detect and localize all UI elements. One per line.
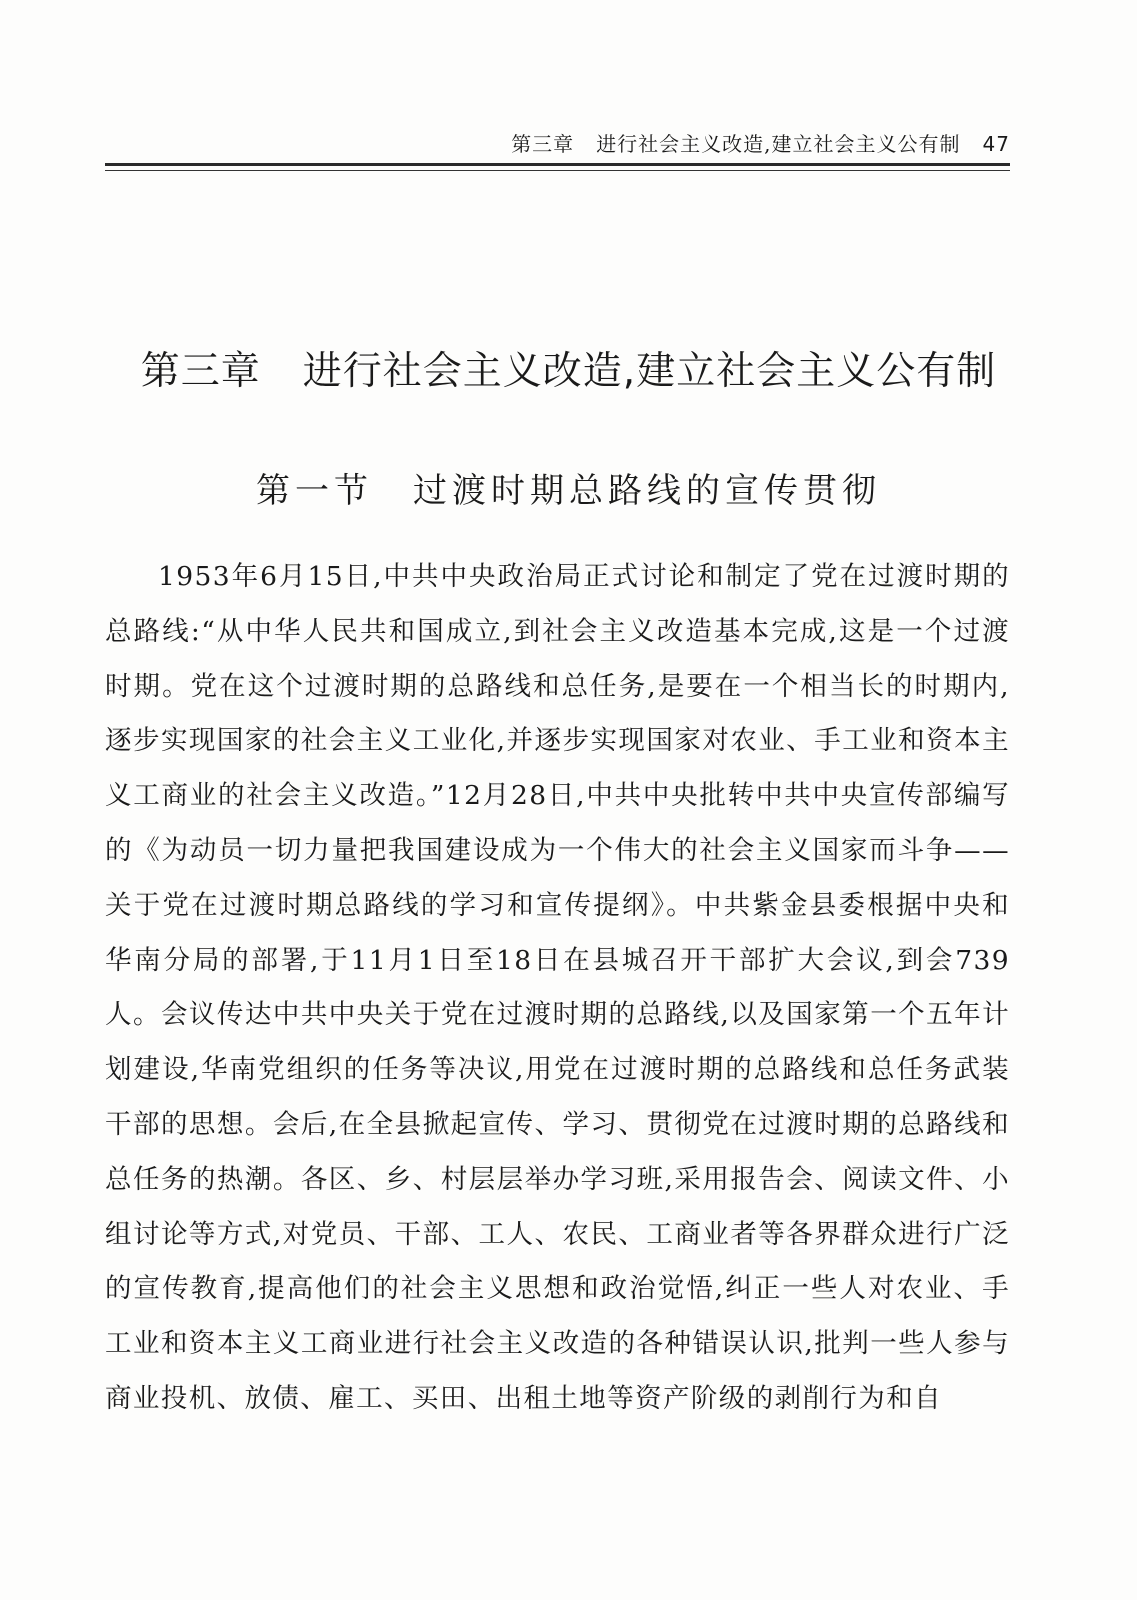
chapter-heading: 进行社会主义改造,建立社会主义公有制: [302, 349, 997, 394]
header-rule-thin: [105, 170, 1010, 171]
section-label: 第一节: [256, 471, 373, 511]
section-title: [0, 463, 1137, 512]
chapter-title: [0, 340, 1137, 396]
header-rule-thick: [105, 163, 1010, 166]
page-number: 47: [982, 132, 1010, 156]
body-paragraph: 1953年6月15日,中共中央政治局正式讨论和制定了党在过渡时期的总路线:“从中华人民共和国成立,到社会主义改造基本完成,这是一个过渡时期。党在这个过渡时期的总路线和总任务,是要在一个相当长的时期内,逐步实现国家的社会主义工业化,并逐步实现国家对农业、手工业和资本主义工商业的社会主义改造。”12月28日,中共中央批转中共中央宣传部编写的《为动员一切力量把我国建设成为一个伟大的社会主义国家而斗争——关于党在过渡时期总路线的学习和宣传提纲》。中共紫金县委根据中央和华南分局的部署,于11月1日至18日在县城召开干部扩大会议,到会739人。会议传达中共中央关于党在过渡时期的总路线,以及国家第一个五年计划建设,华南党组织的任务等决议,用党在过渡时期的总路线和总任务武装干部的思想。会后,在全县掀起宣传、学习、贯彻党在过渡时期的总路线和总任务的热潮。各区、乡、村层层举办学习班,采用报告会、阅读文件、小组讨论等方式,对党员、干部、工人、农民、工商业者等各界群众进行广泛的宣传教育,提高他们的社会主义思想和政治觉悟,纠正一些人对农业、手工业和资本主义工商业进行社会主义改造的各种错误认识,批判一些人参与商业投机、放债、雇工、买田、出租土地等资产阶级的剥削行为和自: [105, 561, 1010, 1414]
running-header-chapter-label: 第三章: [511, 132, 575, 156]
running-header: [105, 128, 1010, 164]
running-header-chapter-title: 进行社会主义改造,建立社会主义公有制: [596, 132, 961, 156]
section-heading: 过渡时期总路线的宣传贯彻: [413, 471, 881, 511]
chapter-label: 第三章: [140, 349, 261, 394]
